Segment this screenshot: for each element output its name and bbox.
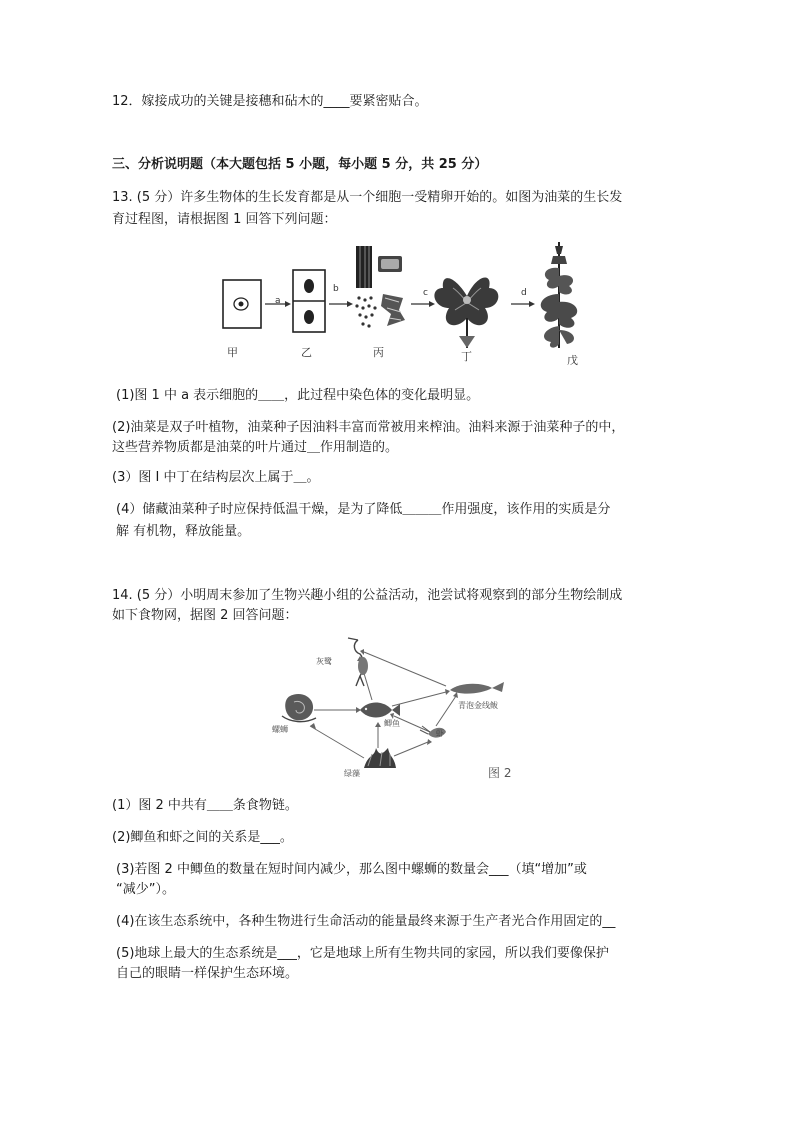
q13-part-4-line-1: (4）储藏油菜种子时应保持低温干燥，是为了降低＿＿＿作用强度，该作用的实质是分: [116, 502, 611, 517]
arrow-label-a: a: [275, 296, 281, 306]
label-snail: 螺蛳: [272, 725, 288, 734]
question-12: 12．嫁接成功的关键是接穗和砧木的____要紧密贴合。: [112, 94, 428, 109]
label-carp: 鲫鱼: [384, 719, 400, 728]
stage-label-bing: 丙: [373, 346, 384, 359]
carp-drawing: [360, 703, 400, 718]
arrow-label-d: d: [521, 288, 527, 298]
q13-part-2-line-1: (2)油菜是双子叶植物，油菜种子因油料丰富而常被用来榨油。油料来源于油菜种子的中，: [112, 420, 625, 435]
q14-part-2: (2)鲫鱼和虾之间的关系是___。: [112, 830, 293, 845]
food-web-drawing: [260, 630, 550, 785]
question-14-line-1: 14. (5 分）小明周末参加了生物兴趣小组的公益活动，池尝试将观察到的部分生物绘制成: [112, 588, 623, 603]
q13-part-4-line-2: 解 有机物，释放能量。: [116, 524, 251, 539]
two-cell-stage: [293, 270, 325, 332]
section-3-heading: 三、分析说明题（本大题包括 5 小题，每小题 5 分，共 25 分）: [112, 157, 488, 172]
q14-part-5-line-1: (5)地球上最大的生态系统是___，它是地球上所有生物共同的家园，所以我们要像保护: [116, 946, 609, 961]
tissue-group: [355, 246, 405, 328]
question-13-line-1: 13. (5 分）许多生物体的生长发育都是从一个细胞一受精卵开始的。如图为油菜的生长发: [112, 190, 623, 205]
arrow-fish-to-heron: [364, 652, 446, 686]
label-algae: 绿藻: [344, 769, 360, 778]
algae-drawing: [364, 748, 396, 768]
arrow-label-c: c: [423, 288, 428, 298]
arrow-algae-to-snail: [310, 726, 364, 758]
fertilized-egg-cell: [223, 280, 261, 328]
q13-part-3: (3）图 I 中丁在结构层次上属于＿。: [112, 470, 320, 485]
q14-part-1: (1）图 2 中共有＿＿条食物链。: [112, 798, 298, 813]
label-shrimp: 虾: [436, 729, 444, 738]
arrow-shrimp-to-fish: [436, 696, 456, 726]
stage-label-ding: 丁: [461, 350, 472, 363]
goldline-fish-drawing: [450, 682, 504, 694]
label-goldline-fish: 青泡金线鲅: [458, 701, 498, 710]
q13-part-1: (1)图 1 中 a 表示细胞的＿＿，此过程中染色体的变化最明显。: [116, 388, 480, 403]
question-13-line-2: 育过程图，请根据图 1 回答下列问题：: [112, 212, 337, 227]
arrow-label-b: b: [333, 284, 339, 294]
heron-drawing: [348, 638, 368, 686]
q13-part-2-line-2: 这些营养物质都是油菜的叶片通过＿作用制造的。: [112, 440, 399, 455]
figure-1-drawing: [215, 236, 595, 376]
figure-2-food-web: [260, 630, 550, 785]
q14-part-3-line-1: (3)若图 2 中鲫鱼的数量在短时间内减少，那么图中螺蛳的数量会___（填“增加”或: [116, 862, 587, 877]
q14-part-3-line-2: “减少”）。: [116, 882, 175, 897]
flower-organ: [434, 278, 498, 348]
stage-label-wu: 戊: [567, 354, 578, 367]
figure-2-caption: 图 2: [488, 766, 512, 780]
figure-1-growth-process: [215, 236, 595, 376]
stage-label-yi: 乙: [301, 346, 312, 359]
rapeseed-plant: [541, 242, 577, 348]
arrow-algae-to-shrimp: [394, 742, 428, 756]
snail-drawing: [282, 694, 316, 722]
question-14-line-2: 如下食物网，据图 2 回答问题：: [112, 608, 298, 623]
label-heron: 灰鹭: [316, 657, 332, 666]
q14-part-4: (4)在该生态系统中，各种生物进行生命活动的能量最终来源于生产者光合作用固定的__: [116, 914, 616, 929]
stage-label-jia: 甲: [227, 346, 238, 359]
arrow-carp-to-fish: [392, 692, 446, 706]
q14-part-5-line-2: 自己的眼睛一样保护生态环境。: [116, 966, 299, 981]
